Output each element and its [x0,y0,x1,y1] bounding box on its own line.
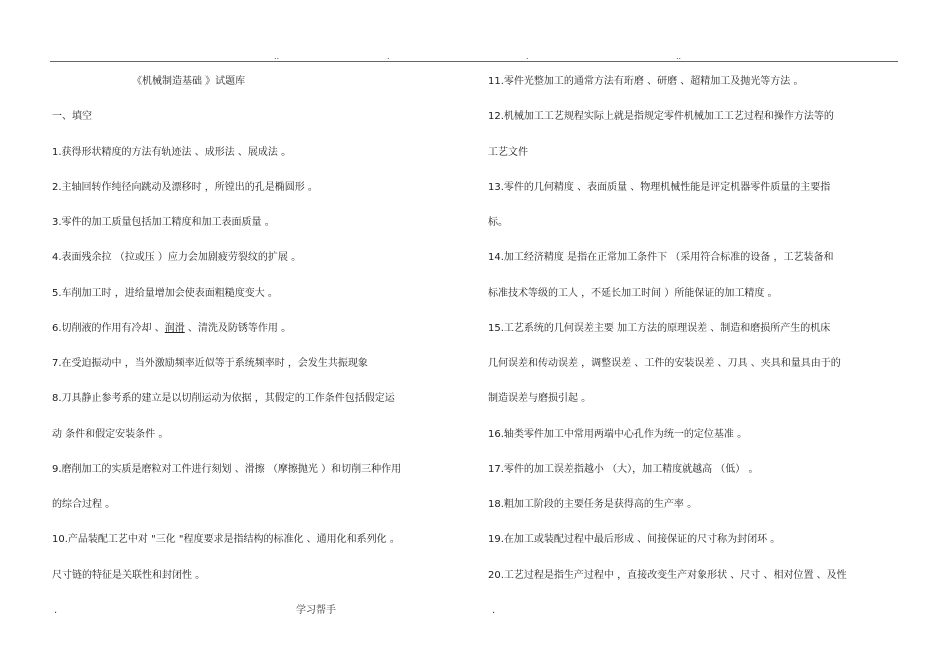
question-line: 制造误差与磨损引起 。 [488,393,592,404]
document-title: 《机械制造基础 》试题库 [132,76,246,87]
question-line: 17.零件的加工误差指越小 （大），加工精度就越高 （低） 。 [488,464,759,475]
question-line: 3.零件的加工质量包括加工精度和加工表面质量 。 [52,217,275,228]
underlined-answer: 润滑 [164,323,185,334]
question-line: 标。 [488,217,508,228]
question-line: 16.轴类零件加工中常用两端中心孔作为统一的定位基准 。 [488,429,748,440]
question-line: 7.在受迫振动中 ，当外激励频率近似等于系统频率时 ，会发生共振现象 [52,358,368,369]
question-line: 几何误差和传动误差 ，调整误差 、工件的安装误差 、刀具 、夹具和量具由于的 [488,358,841,369]
question-line: 9.磨削加工的实质是磨粒对工件进行刻划 、滑擦 （摩擦抛光 ）和切削三种作用 [52,464,402,475]
header-rule [50,61,898,62]
question-line: 11.零件光整加工的通常方法有珩磨 、研磨 、超精加工及抛光等方法 。 [488,76,804,87]
question-text: 6.切削液的作用有冷却 、 [52,323,165,334]
header-dot: .. [274,52,280,61]
question-line: 的综合过程 。 [52,499,116,510]
question-line: 15.工艺系统的几何误差主要 加工方法的原理误差 、制造和磨损所产生的机床 [488,323,831,334]
question-line: 18.粗加工阶段的主要任务是获得高的生产率 。 [488,499,698,510]
question-line: 14.加工经济精度 是指在正常加工条件下 （采用符合标准的设备 ，工艺装备和 [488,252,834,263]
question-line [52,322,291,336]
question-line: 12.机械加工工艺规程实际上就是指规定零件机械加工工艺过程和操作方法等的 [488,111,834,122]
question-line: 10.产品装配工艺中对 "三化 "程度要求是指结构的标准化 、通用化和系列化 。 [52,534,400,545]
question-line: 2.主轴回转作纯径向跳动及漂移时 ，所镗出的孔是椭圆形 。 [52,182,318,193]
footer-dot: . [492,605,496,616]
question-line: 19.在加工或装配过程中最后形成 、间接保证的尺寸称为封闭环 。 [488,534,781,545]
question-line: 工艺文件 [488,147,528,158]
header-dot: . [387,52,390,61]
question-line: 1.获得形状精度的方法有轨迹法 、成形法 、展成法 。 [52,147,292,158]
footer-label: 学习帮手 [296,605,336,616]
question-line: 13.零件的几何精度 、表面质量 、物理机械性能是评定机器零件质量的主要指 [488,182,831,193]
header-dot: . [526,52,529,61]
question-line: 动 条件和假定安装条件 。 [52,429,169,440]
header-dot: .. [676,52,682,61]
question-line: 5.车削加工时 ，进给量增加会使表面粗糙度变大 。 [52,288,278,299]
question-line: 标准技术等级的工人 ，不延长加工时间 ）所能保证的加工精度 。 [488,288,778,299]
section-heading: 一、填空 [52,111,92,122]
question-line: 20.工艺过程是指生产过程中 ，直接改变生产对象形状 、尺寸 、相对位置 、及性 [488,570,847,581]
footer-dot: . [54,605,58,616]
question-line: 8.刀具静止参考系的建立是以切削运动为依据 ，其假定的工作条件包括假定运 [52,393,395,404]
question-line: 尺寸链的特征是关联性和封闭性 。 [52,570,206,581]
question-text: 、清洗及防锈等作用 。 [184,323,292,334]
question-line: 4.表面残余拉 （拉或压 ）应力会加剧疲劳裂纹的扩展 。 [52,252,302,263]
